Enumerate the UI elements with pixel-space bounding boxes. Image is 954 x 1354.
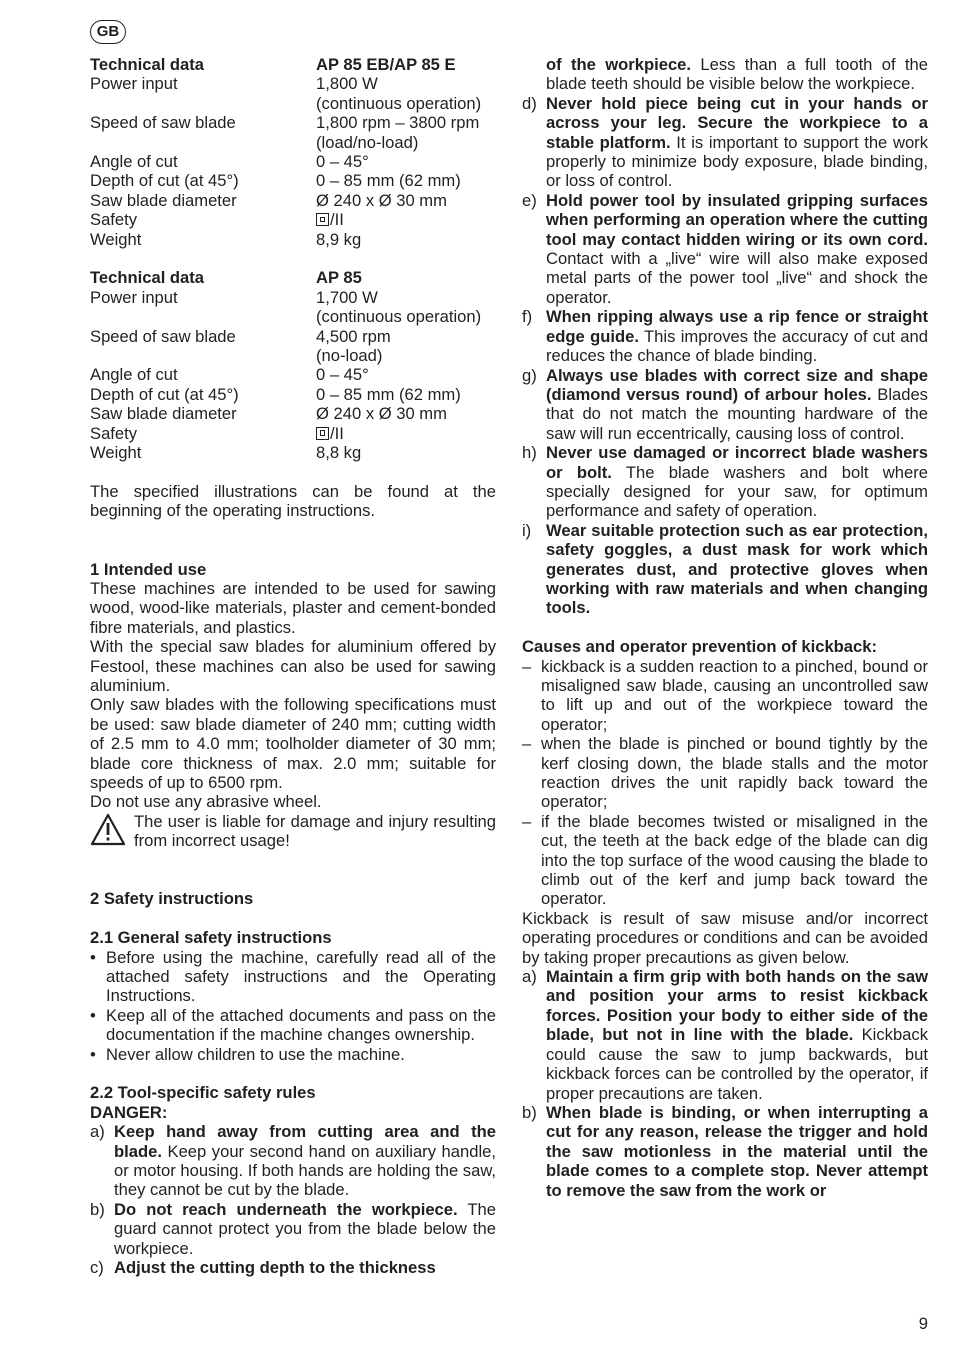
rule-normal: Blades that do not match the mounting hardware of the saw will run eccentrically, causing loss of control. [546, 384, 928, 443]
spec-value-safety [316, 424, 496, 443]
rule-item [522, 1103, 928, 1200]
subsection-heading-tool-specific: 2.2 Tool-specific safety rules [90, 1083, 316, 1103]
dash-marker: – [522, 734, 532, 754]
spec-table-1 [90, 74, 496, 249]
paragraph: Do not use any abrasive wheel. [90, 792, 322, 812]
spec-value: 8,9 kg [316, 229, 362, 249]
dash-text: if the blade becomes twisted or misaligned in the cut, the teeth at the back edge of the blade can dig into the top surface of the wood causing the blade to climb out of the kerf and jump back toward the operator. [541, 811, 928, 909]
spec-key: Safety [90, 210, 138, 230]
rule-item [90, 1200, 496, 1258]
dash-text: when the blade is pinched or bound tightly by the kerf closing down, the blade stalls and the motor reaction drives the unit rapidly back toward the operator; [541, 734, 928, 812]
rule-marker: e) [522, 190, 537, 210]
rule-bold: Hold power tool by insulated gripping surfaces when performing an operation where the cutting tool may contact hidden wiring or its own cord. [546, 190, 928, 249]
rule-item [522, 366, 928, 444]
illustrations-note: The specified illustrations can be found at the beginning of the operating instructions. [90, 481, 496, 521]
dash-item [522, 734, 928, 812]
kickback-paragraph: Kickback is result of saw misuse and/or incorrect operating procedures or conditions and can be avoided by taking proper precautions as given below. [522, 908, 928, 967]
spec-header-key: Technical data [90, 55, 205, 74]
spec-key [90, 307, 316, 326]
spec-key: Weight [90, 229, 142, 249]
dash-marker: – [522, 656, 532, 676]
spec-table-header-2 [90, 268, 496, 287]
safety-class-text: /II [330, 210, 344, 230]
warning-triangle-icon [90, 812, 134, 851]
bullet-text: Keep all of the attached documents and pass on the documentation if the machine changes ownership. [106, 1005, 496, 1045]
rule-normal: This improves the accuracy of cut and reduces the chance of blade binding. [546, 326, 928, 366]
spec-row [90, 210, 496, 229]
spec-row [90, 133, 496, 152]
rule-item [90, 1122, 496, 1200]
rule-text [114, 1122, 496, 1200]
rule-bold: Keep hand away from cutting area and the blade. [114, 1122, 496, 1161]
rule-bold: Do not reach underneath the workpiece. [114, 1199, 458, 1219]
spec-value: (continuous operation) [316, 307, 482, 327]
spec-row [90, 346, 496, 365]
rule-bold-start: Adjust the cutting depth to the thickness [114, 1258, 436, 1278]
rule-marker: h) [522, 443, 537, 463]
kickback-heading: Causes and operator prevention of kickback: [522, 637, 878, 657]
rule-text [546, 521, 928, 618]
rule-marker: i) [522, 520, 532, 540]
spec-value: 0 – 45° [316, 152, 369, 172]
rule-text [114, 1258, 496, 1277]
rule-text [114, 1200, 496, 1258]
bullet-item [90, 1045, 496, 1064]
spec-key: Power input [90, 287, 178, 307]
spec-value: 0 – 85 mm (62 mm) [316, 384, 461, 404]
spec-key: Speed of saw blade [90, 326, 236, 346]
spec-key: Angle of cut [90, 152, 178, 172]
spec-row [90, 113, 496, 132]
rule-bold: Always use blades with correct size and shape (diamond versus round) of arbour holes. [546, 365, 928, 404]
rule-bold-end: of the workpiece. [546, 55, 692, 74]
rule-marker: f) [522, 307, 533, 327]
rule-item [522, 94, 928, 191]
spec-value: 1,700 W [316, 287, 378, 307]
rule-marker: a) [90, 1122, 105, 1142]
spec-row [90, 327, 496, 346]
rule-item [522, 307, 928, 365]
spec-value: (load/no-load) [316, 132, 419, 152]
warning-note [90, 812, 496, 851]
rule-item [522, 191, 928, 307]
dash-text: kickback is a sudden reaction to a pinched, bound or misaligned saw blade, causing an uncontrolled saw to lift up and out of the workpiece toward the operator; [541, 656, 928, 734]
spec-value: 0 – 85 mm (62 mm) [316, 171, 461, 191]
spec-table-header-1 [90, 55, 496, 74]
rule-normal: The guard cannot protect you from the blade below the workpiece. [114, 1199, 497, 1258]
spec-row [90, 385, 496, 404]
spec-value: 8,8 kg [316, 443, 362, 463]
rule-normal: Less than a full tooth of the blade teeth should be visible below the workpiece. [546, 55, 929, 94]
section-heading-intended-use: 1 Intended use [90, 559, 207, 579]
rule-normal: Contact with a „live“ wire will also make exposed metal parts of the power tool „live“ and shock the operator. [546, 249, 928, 307]
rule-item-continued [522, 55, 928, 94]
spec-value: Ø 240 x Ø 30 mm [316, 404, 447, 424]
spec-value: 1,800 W [316, 74, 378, 94]
rule-marker: a) [522, 967, 537, 987]
rule-text [546, 191, 928, 307]
dash-marker: – [522, 811, 532, 831]
rule-bold: Wear suitable protection such as ear protection, safety goggles, a dust mask for work which generates dust, and protective gloves when working with raw materials and when changing tools. [546, 520, 928, 618]
spec-row [90, 94, 496, 113]
danger-label: DANGER: [90, 1102, 168, 1122]
spec-row [90, 230, 496, 249]
rule-normal: Kickback could cause the saw to jump backwards, but kickback forces can be controlled by the operator, if proper precautions are taken. [546, 1025, 929, 1103]
spec-value: (continuous operation) [316, 93, 482, 113]
spec-key: Power input [90, 74, 178, 94]
dash-item [522, 812, 928, 909]
spec-table-2 [90, 288, 496, 463]
spec-value-safety [316, 210, 496, 229]
spec-header-model: AP 85 [316, 268, 362, 288]
bullet-item [90, 1006, 496, 1045]
rule-bold: Never use damaged or incorrect blade washers or bolt. [546, 443, 928, 482]
spec-key: Saw blade diameter [90, 404, 237, 424]
spec-value: 4,500 rpm [316, 326, 391, 346]
page-number: 9 [918, 1314, 928, 1333]
protection-class-icon [316, 213, 329, 226]
right-column [522, 55, 928, 1200]
rule-text [546, 366, 928, 444]
rule-item [522, 521, 928, 618]
spec-value: 0 – 45° [316, 365, 369, 385]
spec-header-key: Technical data [90, 268, 205, 288]
rule-marker: b) [90, 1199, 105, 1219]
rule-bold: Maintain a firm grip with both hands on the saw and position your arms to resist kickback forces. Position your body to either side of the blade, but not in line with the blade. [546, 967, 928, 1045]
spec-row [90, 74, 496, 93]
spec-header-model: AP 85 EB/AP 85 E [316, 55, 456, 74]
warning-text: The user is liable for damage and injury resulting from incorrect usage! [134, 811, 496, 851]
rule-text [546, 967, 928, 1103]
spec-row [90, 404, 496, 423]
rule-marker: d) [522, 93, 537, 113]
language-badge: GB [90, 20, 126, 44]
rule-normal: The blade washers and bolt where specially designed for your saw, for optimum performance and safety of operation. [546, 462, 928, 521]
safety-class-text: /II [330, 423, 344, 443]
spec-key: Speed of saw blade [90, 113, 236, 133]
spec-key: Depth of cut (at 45°) [90, 171, 239, 191]
bullet-icon: • [90, 947, 96, 967]
spec-key: Angle of cut [90, 365, 178, 385]
rule-marker: g) [522, 365, 537, 385]
rule-normal: It is important to support the work properly to minimize body exposure, blade binding, or loss of control. [546, 132, 928, 191]
spec-key: Saw blade diameter [90, 190, 237, 210]
spec-key [90, 94, 316, 113]
bullet-icon: • [90, 1005, 96, 1025]
spec-value: (no-load) [316, 346, 383, 366]
spec-key: Safety [90, 423, 138, 443]
dash-item [522, 657, 928, 735]
rule-normal: Keep your second hand on auxiliary handle, or motor housing. If both hands are holding the saw, they cannot be cut by the blade. [114, 1141, 496, 1200]
section-heading-safety: 2 Safety instructions [90, 889, 254, 909]
bullet-icon: • [90, 1044, 96, 1064]
rule-marker: c) [90, 1258, 104, 1278]
spec-key [90, 133, 316, 152]
protection-class-icon [316, 427, 329, 440]
rule-item-split [90, 1258, 496, 1277]
spec-value: Ø 240 x Ø 30 mm [316, 190, 447, 210]
spec-row [90, 365, 496, 384]
left-column [90, 55, 496, 1278]
rule-text [546, 55, 928, 94]
paragraph: Only saw blades with the following specifications must be used: saw blade diameter of 240 mm; cutting width of 2.5 mm to 4.0 mm; toolholder diameter of 30 mm; blade core thickness of max. 2.0 mm; suitable for speeds of up to 6500 rpm. [90, 695, 496, 792]
rule-text [546, 94, 928, 191]
rule-item [522, 967, 928, 1103]
subsection-heading-general: 2.1 General safety instructions [90, 928, 332, 948]
spec-key: Weight [90, 443, 142, 463]
rule-marker: b) [522, 1102, 537, 1122]
rule-text [546, 1103, 928, 1200]
rule-bold: When ripping always use a rip fence or straight edge guide. [546, 307, 928, 346]
spec-row [90, 424, 496, 443]
paragraph: With the special saw blades for aluminium offered by Festool, these machines can also be used for sawing aluminium. [90, 637, 496, 695]
bullet-text: Never allow children to use the machine. [106, 1044, 405, 1064]
spec-key [90, 346, 316, 365]
bullet-text: Before using the machine, carefully read all of the attached safety instructions and the Operating Instructions. [106, 947, 496, 1006]
rule-bold: When blade is binding, or when interrupting a cut for any reason, release the trigger and hold the saw motionless in the material until the blade comes to a complete stop. Never attempt to remove the saw from the work or [546, 1102, 928, 1200]
bullet-item [90, 948, 496, 1006]
rule-text [546, 307, 928, 365]
spec-row [90, 288, 496, 307]
rule-text [546, 443, 928, 521]
spec-row [90, 191, 496, 210]
rule-bold: Never hold piece being cut in your hands or across your leg. Secure the workpiece to a stable platform. [546, 93, 928, 152]
spec-row [90, 307, 496, 326]
rule-item [522, 443, 928, 521]
spec-row [90, 443, 496, 462]
spec-value: 1,800 rpm – 3800 rpm [316, 113, 480, 133]
spec-row [90, 152, 496, 171]
paragraph: These machines are intended to be used for sawing wood, wood-like materials, plaster and cement-bonded fibre materials, and plastics. [90, 578, 496, 637]
spec-key: Depth of cut (at 45°) [90, 384, 239, 404]
spec-row [90, 171, 496, 190]
